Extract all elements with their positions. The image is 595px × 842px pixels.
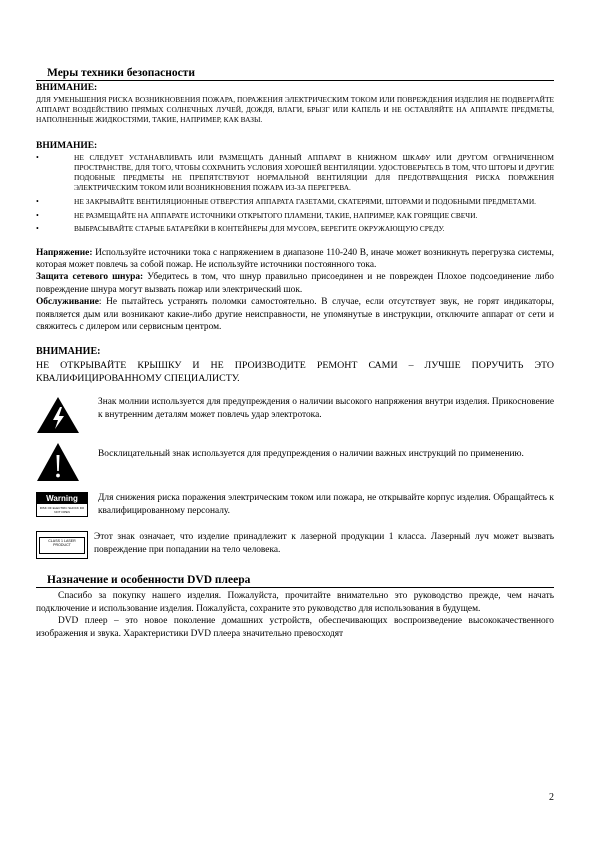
cord-text: Убедитесь в том, что шнур правильно присоединен и не поврежден Плохое подсоединение либо повреждение шнура могут вызвать пожар или электрический шок. [36, 272, 554, 295]
section-title-safety: Меры техники безопасности [36, 66, 554, 81]
voltage-paragraph [36, 247, 554, 272]
exclamation-warning-icon [36, 442, 80, 482]
bullet-text: ВЫБРАСЫВАЙТЕ СТАРЫЕ БАТАРЕЙКИ В КОНТЕЙНЕРЫ ДЛЯ МУСОРА, БЕРЕГИТЕ ОКРУЖАЮЩУЮ СРЕДУ. [74, 224, 445, 234]
warning-heading-3: ВНИМАНИЕ: [36, 346, 101, 358]
exclamation-symbol-row [36, 442, 554, 482]
exclamation-symbol-container [36, 442, 88, 482]
page-number: 2 [549, 792, 554, 803]
lightning-symbol-text: Знак молнии используется для предупреждения о наличии высокого напряжения внутри изделия. Прикосновение к внутренним деталям может повлечь удар электротока. [98, 397, 554, 420]
warning-heading-1: ВНИМАНИЕ: [36, 83, 98, 93]
lightning-symbol-container [36, 396, 88, 434]
section-title-dvd: Назначение и особенности DVD плеера [36, 573, 554, 588]
warning-label-row [36, 492, 554, 517]
voltage-label: Напряжение: [36, 247, 93, 258]
voltage-text: Используйте источники тока с напряжением в диапазоне 110-240 В, иначе может возникнуть перегрузка системы, которая может повлечь за собой пожар. Не используйте источники постоянного тока. [36, 247, 554, 270]
laser-label-container [36, 531, 88, 559]
service-paragraph [36, 296, 554, 333]
warning-label-subtitle: RISK OF ELECTRIC SHOCK DO NOT OPEN [39, 506, 85, 515]
lightning-warning-icon [36, 396, 80, 434]
lightning-symbol-row [36, 396, 554, 434]
warning-text-3: НЕ ОТКРЫВАЙТЕ КРЫШКУ И НЕ ПРОИЗВОДИТЕ РЕМОНТ САМИ – ЛУЧШЕ ПОРУЧИТЬ ЭТО КВАЛИФИЦИРОВАННОМУ СПЕЦИАЛИСТУ. [36, 360, 554, 385]
bullet-text: НЕ СЛЕДУЕТ УСТАНАВЛИВАТЬ ИЛИ РАЗМЕЩАТЬ ДАННЫЙ АППАРАТ В КНИЖНОМ ШКАФУ ИЛИ ДРУГОМ ОГРАНИЧЕННОМ ПРОСТРАНСТВЕ, ДЛЯ ТОГО, ЧТОБЫ СОХРАНИТЬ УСЛОВИЯ ХОРОШЕЙ ВЕНТИЛЯЦИИ. УДОСТОВЕРЬТЕСЬ В ТОМ, ЧТО ШТОРЫ И ДРУГИЕ ПОДОБНЫЕ ПРЕДМЕТЫ НЕ ПРЕПЯТСТВУЮТ НОРМАЛЬНОЙ ВЕНТИЛЯЦИИ ДЛЯ ПРЕДОТВРАЩЕНИЯ РИСКА ПОРАЖЕНИЯ ЭЛЕКТРИЧЕСКИМ ТОКОМ ИЛИ ВОЗНИКНОВЕНИЯ ПОЖАРА ИЗ-ЗА ПЕРЕГРЕВА. [74, 152, 554, 193]
bullet-text: НЕ ЗАКРЫВАЙТЕ ВЕНТИЛЯЦИОННЫЕ ОТВЕРСТИЯ АППАРАТА ГАЗЕТАМИ, СКАТЕРЯМИ, ШТОРАМИ И ПОДОБНЫМИ ПРЕДМЕТАМИ. [74, 196, 537, 206]
warning-label-text: Для снижения риска поражения электрическим током или пожара, не открывайте корпус изделия. Обращайтесь к квалифицированному персоналу. [98, 493, 554, 516]
list-item [36, 211, 554, 221]
warning-heading-2: ВНИМАНИЕ: [36, 140, 98, 151]
cord-label: Защита сетевого шнура: [36, 272, 144, 283]
warning-label-icon [36, 492, 88, 517]
list-item [36, 224, 554, 234]
warning-text-1: ДЛЯ УМЕНЬШЕНИЯ РИСКА ВОЗНИКНОВЕНИЯ ПОЖАРА, ПОРАЖЕНИЯ ЭЛЕКТРИЧЕСКИМ ТОКОМ ИЛИ ПОВРЕЖДЕНИЯ ИЗДЕЛИЯ НЕ ПОДВЕРГАЙТЕ АППАРАТ ВОЗДЕЙСТВИЮ ПРЯМЫХ СОЛНЕЧНЫХ ЛУЧЕЙ, ДОЖДЯ, ВЛАГИ, БРЫЗГ ИЛИ КАПЕЛЬ И НЕ ОСТАВЛЯЙТЕ НА АППАРАТЕ ПРЕДМЕТЫ, НАПОЛНЕННЫЕ ЖИДКОСТЯМИ, ТАКИЕ, НАПРИМЕР, КАК ВАЗЫ. [36, 95, 554, 125]
bullet-icon: • [36, 224, 39, 234]
laser-label-text: Этот знак означает, что изделие принадлежит к лазерной продукции 1 класса. Лазерный луч может вызвать повреждение при попадании на тело человека. [94, 532, 554, 555]
warning-label-container [36, 492, 88, 517]
warning-bullet-list [36, 153, 554, 235]
laser-product-icon [36, 531, 88, 559]
laser-label-text-box: CLASS 1 LASER PRODUCT [39, 537, 85, 554]
bullet-icon: • [36, 210, 39, 220]
bullet-icon: • [36, 152, 39, 162]
bullet-icon: • [36, 196, 39, 206]
document-page [36, 66, 554, 640]
dvd-paragraph-2: DVD плеер – это новое поколение домашних устройств, обеспечивающих воспроизведение высококачественного изображения и звука. Характеристики DVD плеера значительно превосходят [36, 616, 554, 639]
service-text: : Не пытайтесь устранять поломки самостоятельно. В случае, если отсутствует звук, не горят индикаторы, появляется дым или возникают какие-либо другие неисправности, не упомянутые в инструкции, отключите аппарат от сети и свяжитесь с дилером или сервисным центром. [36, 297, 554, 332]
cord-paragraph [36, 271, 554, 296]
laser-label-row [36, 531, 554, 559]
bullet-text: НЕ РАЗМЕЩАЙТЕ НА АППАРАТЕ ИСТОЧНИКИ ОТКРЫТОГО ПЛАМЕНИ, ТАКИЕ, НАПРИМЕР, КАК ГОРЯЩИЕ СВЕЧИ. [74, 210, 478, 220]
list-item [36, 197, 554, 207]
warning-label-title: Warning [37, 493, 87, 504]
dvd-paragraph-1: Спасибо за покупку нашего изделия. Пожалуйста, прочитайте внимательно это руководство прежде, чем начать подключение и использование изделия. Пожалуйста, сохраните это руководство для использования в будущем. [36, 591, 554, 614]
list-item [36, 153, 554, 194]
service-label: Обслуживание [36, 297, 99, 308]
exclamation-symbol-text: Восклицательный знак используется для предупреждения о наличии важных инструкций по применению. [98, 449, 524, 460]
